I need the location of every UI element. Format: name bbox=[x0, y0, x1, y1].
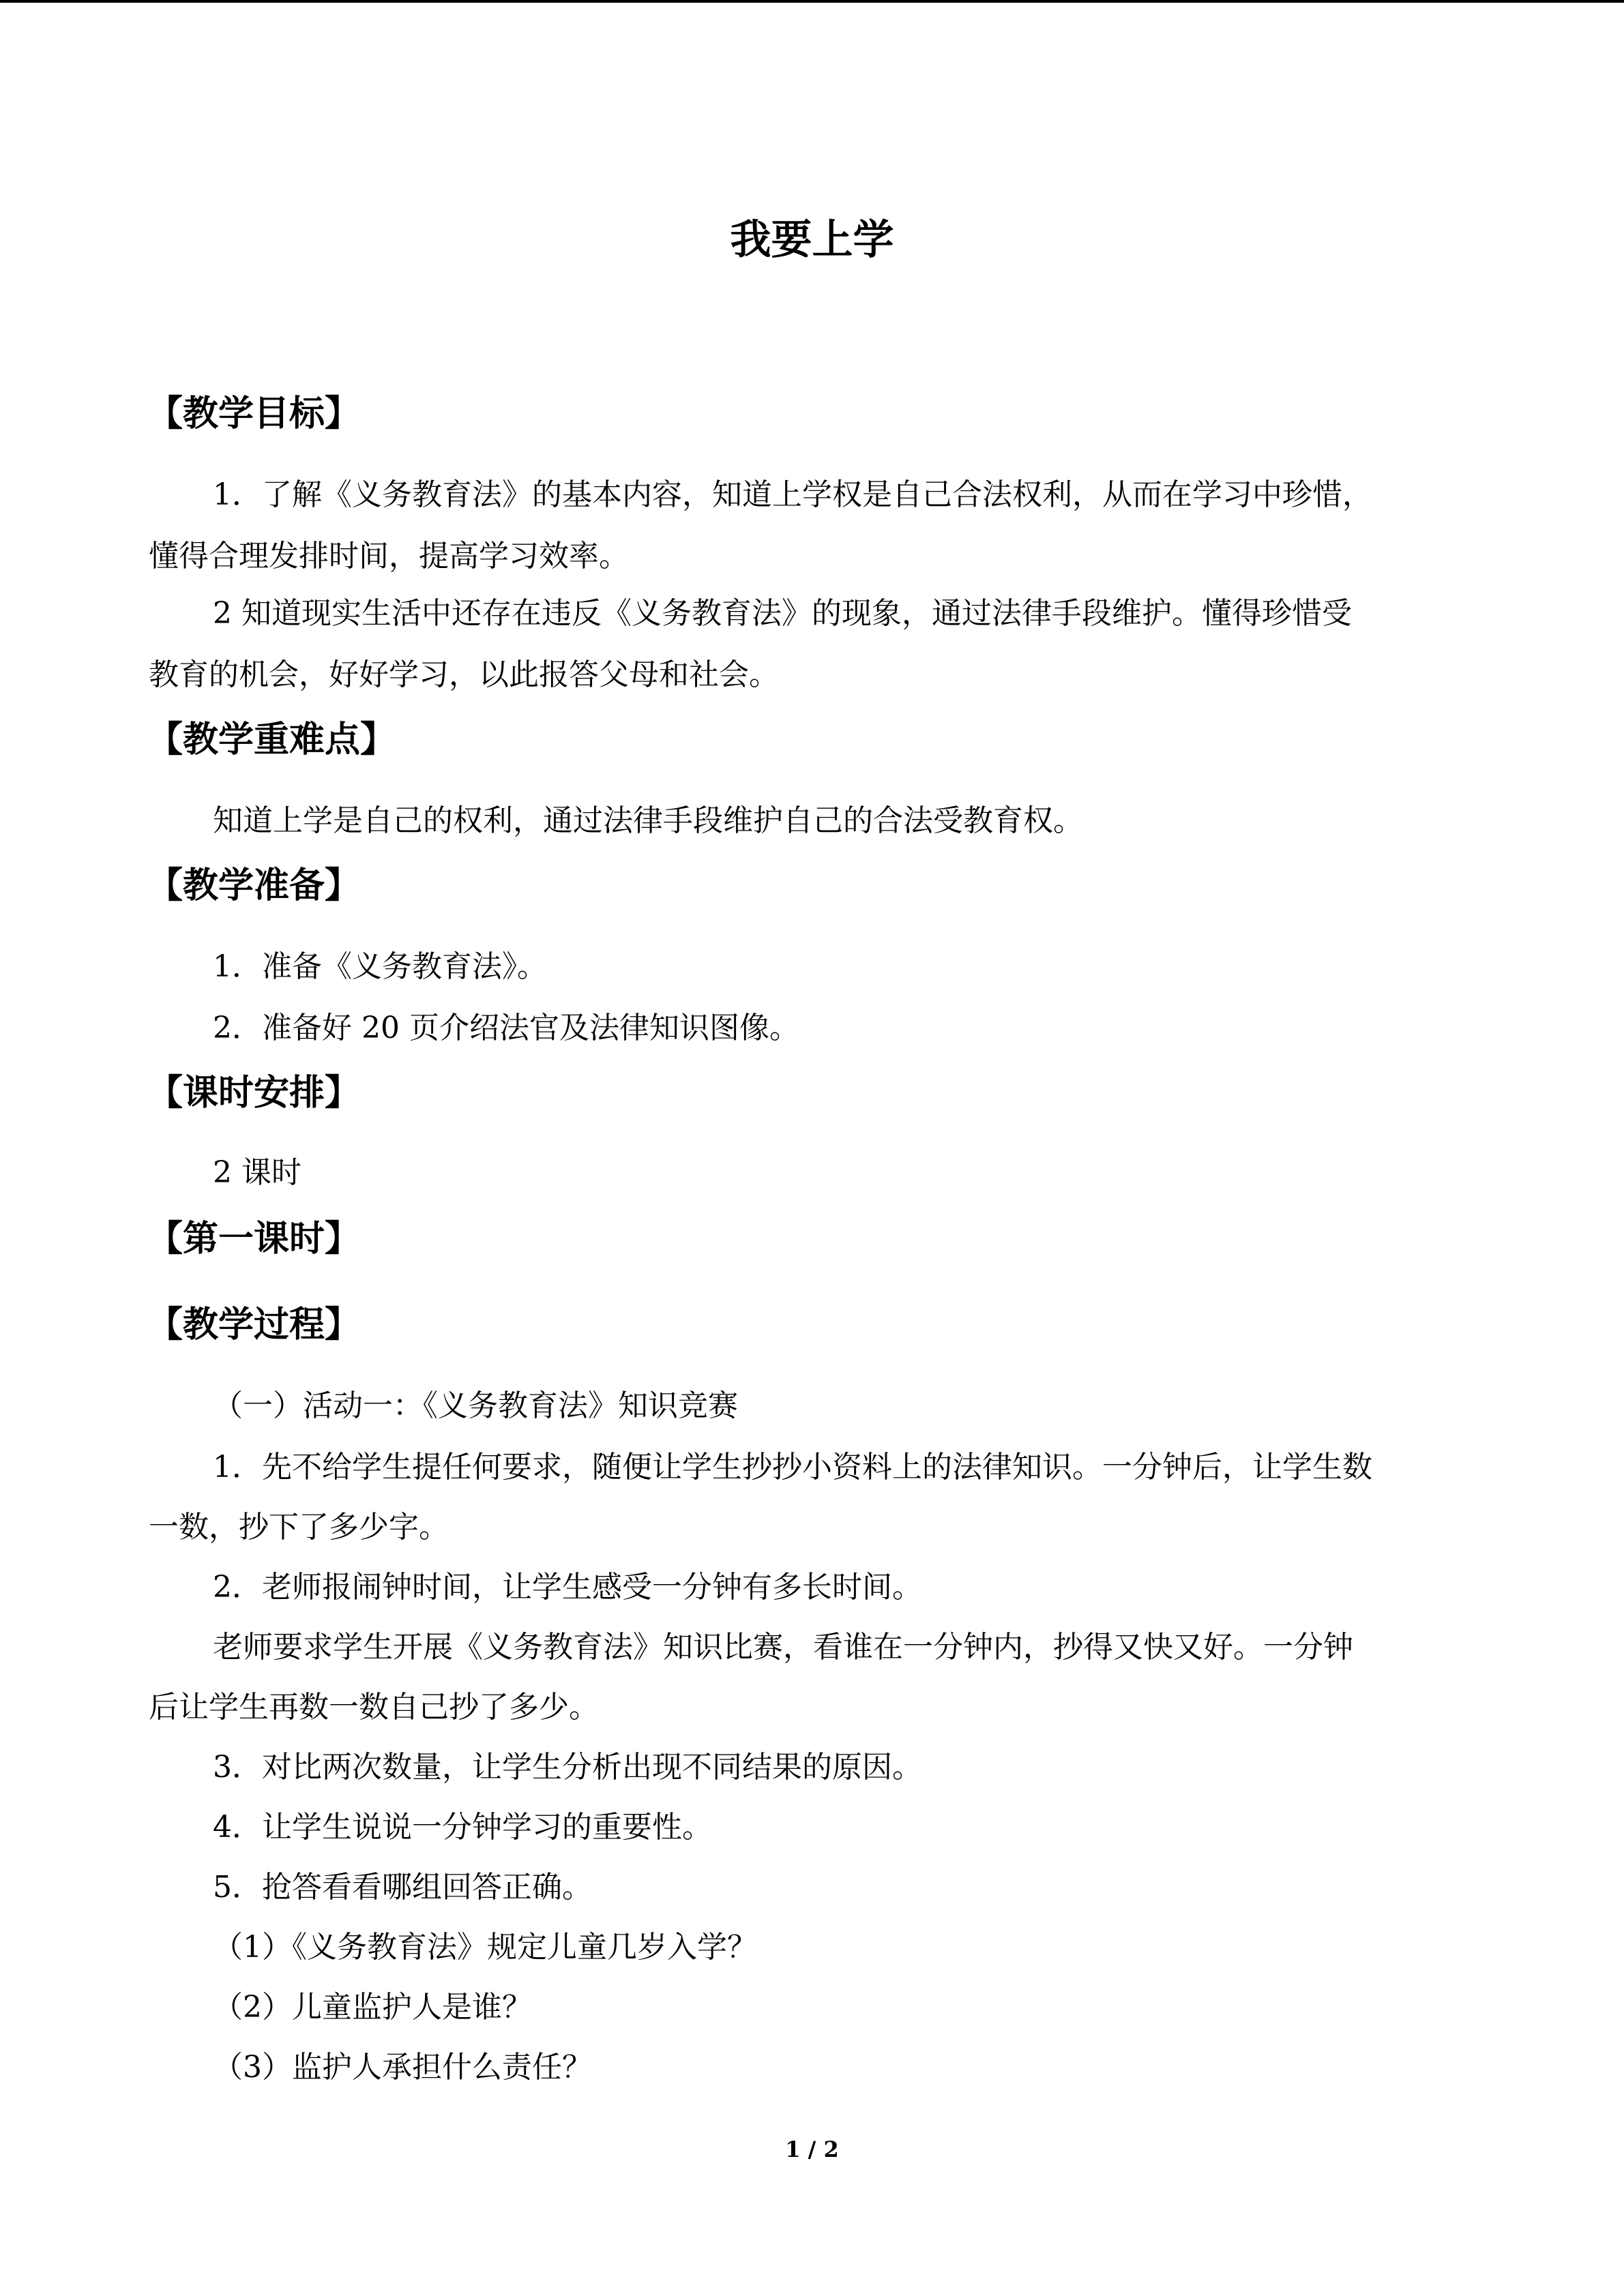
heading-preparation: 【教学准备】 bbox=[147, 865, 361, 906]
question-3: （3）监护人承担什么责任？ bbox=[213, 2050, 592, 2085]
objective-2-line-2: 教育的机会，好好学习，以此报答父母和社会。 bbox=[149, 657, 779, 692]
objective-2-line-1: 2 知道现实生活中还存在违反《义务教育法》的现象，通过法律手段维护。懂得珍惜受 bbox=[213, 596, 1352, 631]
question-1: （1）《义务教育法》规定儿童几岁入学？ bbox=[213, 1930, 757, 1965]
step-4: 4．让学生说说一分钟学习的重要性。 bbox=[213, 1810, 712, 1845]
heading-key-points: 【教学重难点】 bbox=[147, 719, 396, 760]
preparation-item-2: 2．准备好 20 页介绍法官及法律知识图像。 bbox=[213, 1011, 799, 1045]
heading-objectives: 【教学目标】 bbox=[147, 393, 361, 434]
page-number: 1 / 2 bbox=[785, 2136, 839, 2162]
step-2b-line-2: 后让学生再数一数自己抄了多少。 bbox=[149, 1690, 599, 1725]
schedule-text: 2 课时 bbox=[213, 1155, 301, 1190]
question-2: （2）儿童监护人是谁？ bbox=[213, 1990, 532, 2025]
step-2b-line-1: 老师要求学生开展《义务教育法》知识比赛，看谁在一分钟内，抄得又快又好。一分钟 bbox=[213, 1630, 1353, 1665]
step-5: 5．抢答看看哪组回答正确。 bbox=[213, 1870, 592, 1905]
objective-1-line-2: 懂得合理发排时间，提高学习效率。 bbox=[149, 539, 629, 573]
step-1-line-2: 一数，抄下了多少字。 bbox=[149, 1510, 449, 1545]
activity-1-title: （一）活动一：《义务教育法》知识竞赛 bbox=[213, 1388, 738, 1423]
heading-schedule: 【课时安排】 bbox=[147, 1072, 361, 1114]
page-top-border bbox=[0, 0, 1624, 3]
heading-process: 【教学过程】 bbox=[147, 1304, 361, 1345]
page-title: 我要上学 bbox=[730, 216, 894, 264]
step-1-line-1: 1．先不给学生提任何要求，随便让学生抄抄小资料上的法律知识。一分钟后，让学生数 bbox=[213, 1450, 1372, 1485]
preparation-item-1: 1．准备《义务教育法》。 bbox=[213, 949, 547, 984]
step-2: 2．老师报闹钟时间，让学生感受一分钟有多长时间。 bbox=[213, 1570, 922, 1605]
objective-1-line-1: 1．了解《义务教育法》的基本内容，知道上学权是自己合法权利，从而在学习中珍惜， bbox=[213, 477, 1372, 512]
key-points-text: 知道上学是自己的权利，通过法律手段维护自己的合法受教育权。 bbox=[213, 803, 1083, 838]
heading-first-lesson: 【第一课时】 bbox=[147, 1218, 361, 1259]
step-3: 3．对比两次数量，让学生分析出现不同结果的原因。 bbox=[213, 1750, 922, 1785]
